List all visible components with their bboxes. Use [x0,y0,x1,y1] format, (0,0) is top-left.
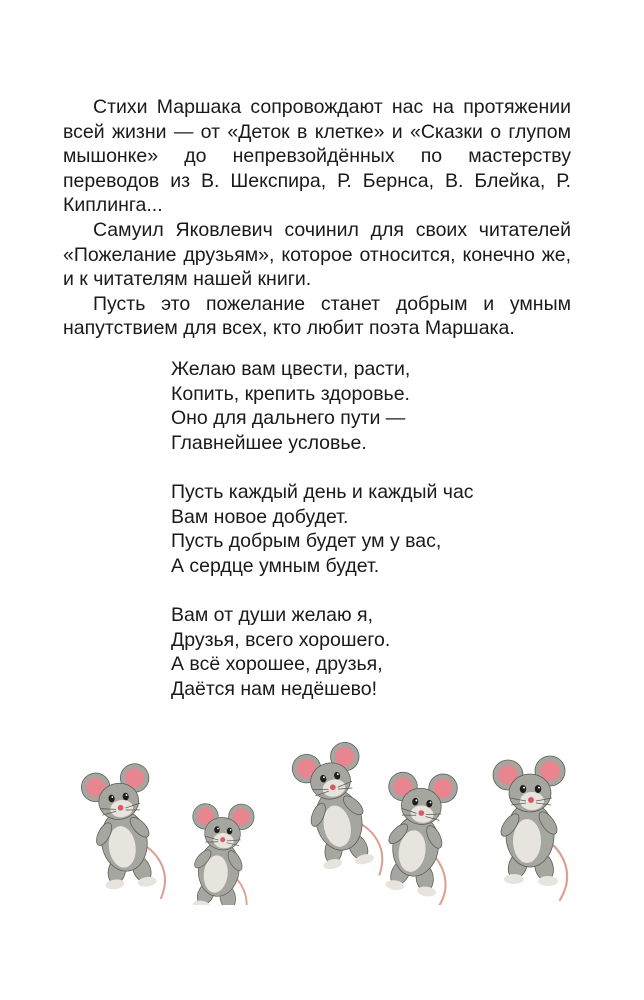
poem-line: Вам от души желаю я, [171,603,374,626]
mouse-figure-1 [79,762,168,905]
mice-illustration [60,735,590,905]
poem-line: Вам новое добудет. [171,505,349,528]
mouse-figure-5 [493,756,567,900]
intro-paragraph-1: Стихи Маршака сопровождают нас на протяжении всей жизни — от «Деток в клетке» и «Сказки о глупом мышонке» до непревзойдённых по мастерству переводов из В. Шекспира, Р. Бернса, В. Блейка, Р. Киплинга... [63,96,571,217]
mouse-figure-3 [289,739,386,887]
poem-line: Желаю вам цвести, расти, [171,358,411,380]
poem-line: Даётся нам недёшево! [171,677,378,700]
poem-line: Копить, крепить здоровье. [171,382,410,405]
mouse-figure-4 [372,767,461,905]
intro-paragraph-3: Пусть это пожелание станет добрым и умным напутствием для всех, кто любит поэта Маршака. [63,292,571,340]
poem-line: Главнейшее условье. [171,431,367,454]
poem-line: Оно для дальнего пути — [171,407,406,430]
intro-paragraph-2: Самуил Яковлевич сочинил для своих читателей «Пожелание друзьям», которое относится, конечно же, и к читателям нашей книги. [63,218,571,291]
mouse-figure-2 [182,799,257,905]
poem-line: А всё хорошее, друзья, [171,653,383,676]
poem-stanza-3 [171,603,474,701]
poem-stanza-2 [171,480,474,578]
poem [171,357,474,726]
poem-line: Пусть добрым будет ум у вас, [171,530,442,553]
poem-line: А сердце умным будет. [171,554,380,577]
poem-line: Пусть каждый день и каждый час [171,480,474,503]
poem-line: Друзья, всего хорошего. [171,628,391,651]
poem-stanza-1 [171,357,474,455]
intro-text [63,95,571,341]
